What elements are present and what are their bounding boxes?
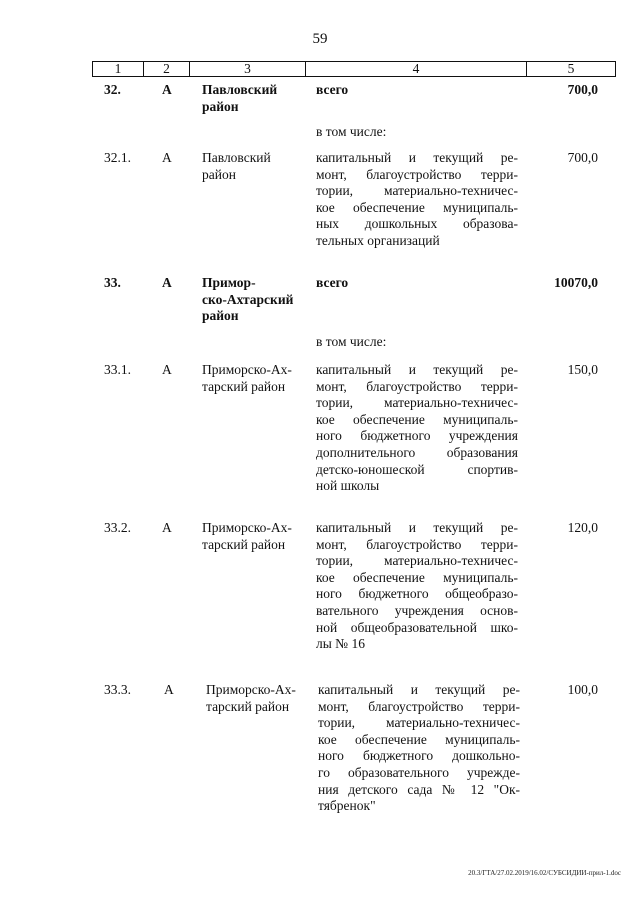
row-district xyxy=(202,275,293,325)
page-number: 59 xyxy=(312,31,328,47)
district-line: Приморско-Ах- xyxy=(202,520,292,535)
row-description xyxy=(318,682,520,815)
description-line: ного бюджетного дошкольно- xyxy=(318,748,520,764)
document-footer-filename: 20.3/ГТА/27.02.2019/16.02/СУБСИДИИ-прил-1.doc xyxy=(468,869,621,877)
row-amount: 150,0 xyxy=(567,362,598,377)
district-line: тарский район xyxy=(202,536,286,552)
district-line: тарский район xyxy=(206,698,290,714)
description-line: капитальный и текущий ре- xyxy=(316,362,518,377)
subtotal-label: в том числе: xyxy=(316,334,387,349)
row-district xyxy=(202,150,271,183)
description-line: капитальный и текущий ре- xyxy=(316,520,518,535)
row-number: 33.1. xyxy=(104,362,131,377)
description-line: монт, благоустройство терри- xyxy=(316,536,518,552)
row-number: 33.2. xyxy=(104,520,131,535)
column-header-1: 1 xyxy=(93,62,144,77)
description-line: кое обеспечение муниципаль- xyxy=(318,731,520,747)
row-category: А xyxy=(164,682,174,697)
description-line: тории, материально-техничес- xyxy=(316,183,518,199)
description-line: дополнительного образования xyxy=(316,444,518,460)
row-category: А xyxy=(162,362,172,377)
description-line: ной общеобразовательной шко- xyxy=(316,619,518,635)
row-description xyxy=(316,362,518,495)
description-line: ной школы xyxy=(316,478,380,494)
row-district xyxy=(206,682,296,715)
description-line: ного бюджетного общеобразо- xyxy=(316,586,518,602)
row-amount: 700,0 xyxy=(567,150,598,165)
description-line: ного бюджетного учреждения xyxy=(316,428,518,444)
description-line: кое обеспечение муниципаль- xyxy=(316,411,518,427)
description-line: тории, материально-техничес- xyxy=(316,395,518,411)
district-line: Павловский xyxy=(202,150,271,165)
row-district xyxy=(202,82,277,115)
row-description: всего xyxy=(316,82,349,97)
description-line: тябренок" xyxy=(318,798,376,814)
district-line: ско-Ахтарский xyxy=(202,291,294,307)
description-line: капитальный и текущий ре- xyxy=(318,682,520,697)
row-amount: 120,0 xyxy=(567,520,598,535)
description-line: го образовательного учрежде- xyxy=(318,764,520,780)
row-description: всего xyxy=(316,275,349,290)
description-line: ния детского сада № 12 "Ок- xyxy=(318,781,520,797)
description-line: монт, благоустройство терри- xyxy=(318,698,520,714)
row-number: 33. xyxy=(104,275,121,290)
column-header-4: 4 xyxy=(306,62,527,77)
description-line: ных дошкольных образова- xyxy=(316,216,518,232)
district-line: тарский район xyxy=(202,378,286,394)
district-line: Приморско-Ах- xyxy=(202,362,292,377)
district-line: Приморско-Ах- xyxy=(206,682,296,697)
row-district xyxy=(202,362,292,395)
description-line: тории, материально-техничес- xyxy=(318,715,520,731)
row-number: 33.3. xyxy=(104,682,131,697)
row-description xyxy=(316,520,518,653)
row-category: А xyxy=(162,82,172,97)
row-amount: 700,0 xyxy=(567,82,598,97)
column-header-5: 5 xyxy=(527,62,616,77)
subtotal-label: в том числе: xyxy=(316,124,387,139)
district-line: район xyxy=(202,166,236,182)
description-line: монт, благоустройство терри- xyxy=(316,378,518,394)
description-line: тельных организаций xyxy=(316,232,440,248)
row-description xyxy=(316,150,518,250)
column-header-3: 3 xyxy=(190,62,306,77)
district-line: район xyxy=(202,98,239,114)
row-category: А xyxy=(162,275,172,290)
district-line: Павловский xyxy=(202,82,278,97)
description-line: лы № 16 xyxy=(316,636,365,652)
row-number: 32. xyxy=(104,82,121,97)
description-line: монт, благоустройство терри- xyxy=(316,166,518,182)
row-category: А xyxy=(162,150,172,165)
district-line: Примор- xyxy=(202,275,256,290)
description-line: тории, материально-техничес- xyxy=(316,553,518,569)
district-line: район xyxy=(202,308,239,324)
row-district xyxy=(202,520,292,553)
description-line: капитальный и текущий ре- xyxy=(316,150,518,165)
row-number: 32.1. xyxy=(104,150,131,165)
row-amount: 100,0 xyxy=(567,682,598,697)
description-line: вательного учреждения основ- xyxy=(316,602,518,618)
row-amount: 10070,0 xyxy=(554,275,598,290)
row-category: А xyxy=(162,520,172,535)
description-line: детско-юношеской спортив- xyxy=(316,461,518,477)
description-line: кое обеспечение муниципаль- xyxy=(316,199,518,215)
column-header-table xyxy=(92,61,616,77)
column-header-2: 2 xyxy=(144,62,190,77)
description-line: кое обеспечение муниципаль- xyxy=(316,569,518,585)
